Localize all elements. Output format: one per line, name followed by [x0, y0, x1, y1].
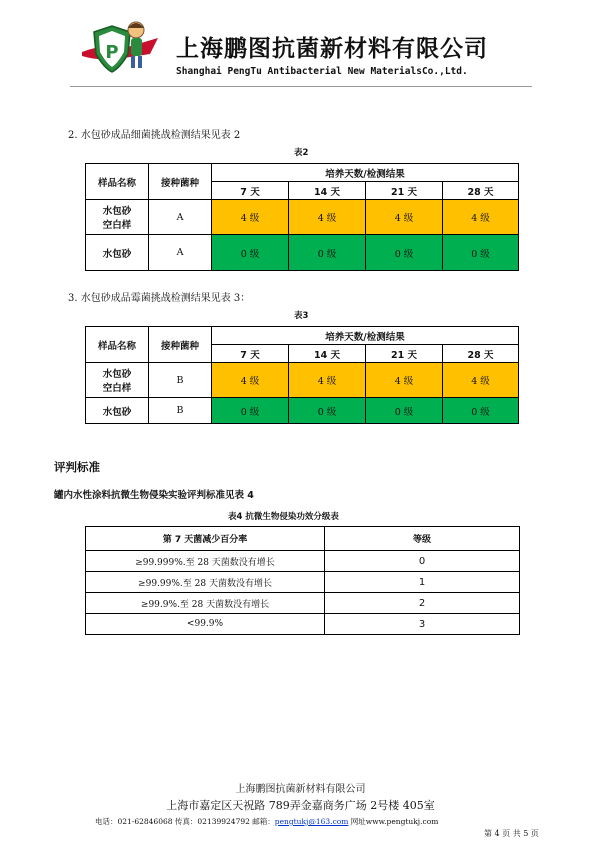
- col-sample-header: 样品名称: [86, 164, 149, 200]
- section3-intro: 3. 水包砂成品霉菌挑战检测结果见表 3：: [68, 293, 251, 304]
- table2-caption: 表2: [294, 148, 309, 158]
- result-cell: 0 级: [212, 235, 289, 271]
- result-cell: 0 级: [212, 398, 289, 424]
- grade-cell: 1: [325, 572, 520, 593]
- col-grade-header: 等级: [325, 527, 520, 551]
- result-cell: 0 级: [289, 398, 366, 424]
- table3: [85, 326, 519, 424]
- day-header: 7 天: [212, 345, 289, 363]
- table3-caption: 表3: [294, 311, 309, 321]
- col-group-header: 培养天数/检测结果: [212, 327, 519, 345]
- reduction-cell: ≥99.999%.至 28 天菌数没有增长: [86, 551, 325, 572]
- reduction-cell: ≥99.99%.至 28 天菌数没有增长: [86, 572, 325, 593]
- result-cell: 4 级: [212, 363, 289, 398]
- day-header: 14 天: [289, 345, 366, 363]
- criteria-subheading: 罐内水性涂料抗微生物侵染实验评判标准见表 4: [54, 490, 254, 501]
- footer-contact: [95, 816, 438, 827]
- reduction-cell: <99.9%: [86, 614, 325, 635]
- table4: [85, 526, 520, 635]
- table4-caption: 表4 抗微生物侵染功效分级表: [228, 512, 339, 522]
- col-group-header: 培养天数/检测结果: [212, 164, 519, 182]
- result-cell: 4 级: [366, 200, 443, 235]
- table-row: [86, 614, 520, 635]
- result-cell: 0 级: [366, 398, 443, 424]
- table-row: [86, 572, 520, 593]
- sample-cell: 水包砂: [86, 235, 149, 271]
- svg-text:P: P: [105, 42, 119, 63]
- col-reduction-header: 第 7 天菌减少百分率: [86, 527, 325, 551]
- strain-cell: B: [149, 363, 212, 398]
- criteria-heading: 评判标准: [54, 460, 100, 474]
- result-cell: 0 级: [443, 235, 519, 271]
- col-strain-header: 接种菌种: [149, 327, 212, 363]
- result-cell: 0 级: [366, 235, 443, 271]
- day-header: 21 天: [366, 182, 443, 200]
- day-header: 14 天: [289, 182, 366, 200]
- sample-cell: 水包砂: [86, 398, 149, 424]
- col-sample-header: 样品名称: [86, 327, 149, 363]
- grade-cell: 2: [325, 593, 520, 614]
- company-name-en: Shanghai PengTu Antibacterial New MaterialsCo.,Ltd.: [176, 66, 468, 77]
- strain-cell: A: [149, 235, 212, 271]
- table-row: [86, 551, 520, 572]
- company-logo: [80, 18, 160, 78]
- table2: [85, 163, 519, 271]
- table-row: [86, 200, 519, 235]
- strain-cell: A: [149, 200, 212, 235]
- table-row: [86, 235, 519, 271]
- strain-cell: B: [149, 398, 212, 424]
- result-cell: 4 级: [443, 363, 519, 398]
- col-strain-header: 接种菌种: [149, 164, 212, 200]
- grade-cell: 3: [325, 614, 520, 635]
- website-info: 网址www.pengtukj.com: [348, 817, 439, 826]
- table-row: [86, 398, 519, 424]
- result-cell: 4 级: [366, 363, 443, 398]
- result-cell: 4 级: [289, 363, 366, 398]
- day-header: 21 天: [366, 345, 443, 363]
- header-divider: [70, 86, 532, 87]
- section2-intro: 2. 水包砂成品细菌挑战检测结果见表 2: [68, 130, 241, 141]
- table-row: [86, 363, 519, 398]
- day-header: 28 天: [443, 182, 519, 200]
- day-header: 7 天: [212, 182, 289, 200]
- table-row: [86, 593, 520, 614]
- result-cell: 4 级: [212, 200, 289, 235]
- sample-cell: 水包砂 空白样: [86, 363, 149, 398]
- footer-company: 上海鹏图抗菌新材料有限公司: [235, 784, 366, 795]
- reduction-cell: ≥99.9%.至 28 天菌数没有增长: [86, 593, 325, 614]
- page-number: 第 4 页 共 5 页: [484, 829, 539, 838]
- sample-cell: 水包砂 空白样: [86, 200, 149, 235]
- footer-address: 上海市嘉定区天祝路 789弄金嘉商务广场 2号楼 405室: [166, 799, 435, 812]
- email-link[interactable]: pengtukj@163.com: [274, 817, 349, 826]
- result-cell: 0 级: [289, 235, 366, 271]
- day-header: 28 天: [443, 345, 519, 363]
- result-cell: 4 级: [443, 200, 519, 235]
- contact-info: 电话：021-62846068 传真：02139924792 邮箱：: [95, 817, 275, 826]
- company-name-cn: 上海鹏图抗菌新材料有限公司: [176, 36, 488, 62]
- grade-cell: 0: [325, 551, 520, 572]
- result-cell: 0 级: [443, 398, 519, 424]
- result-cell: 4 级: [289, 200, 366, 235]
